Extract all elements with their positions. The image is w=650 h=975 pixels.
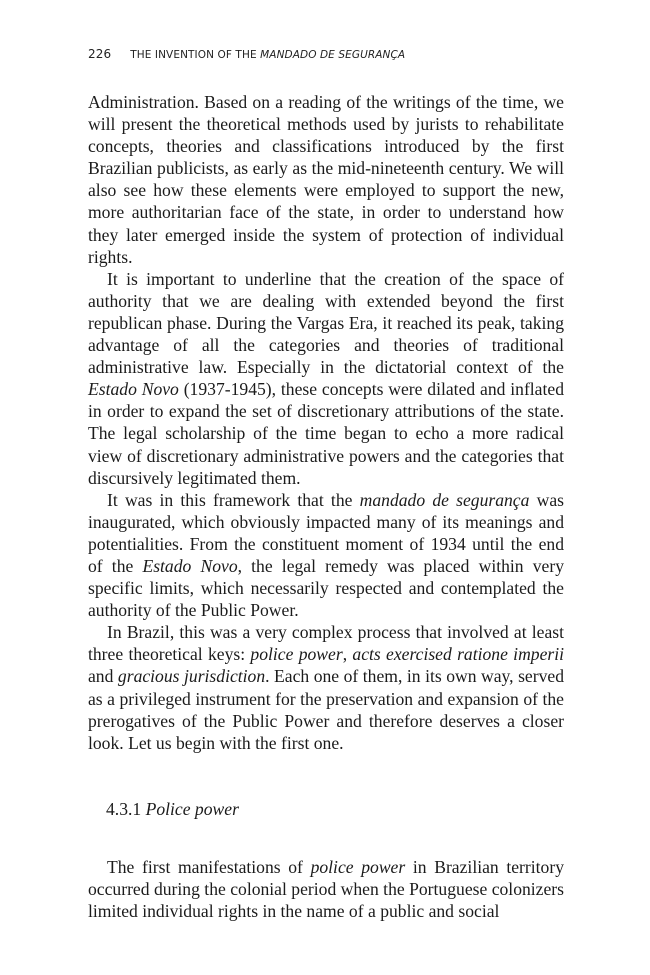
section-heading <box>106 798 564 820</box>
main-text <box>88 91 564 922</box>
section-title: Police power <box>145 798 239 819</box>
p2-text-a: It is important to underline that the creation of the space of authority that we are dealing with extended beyond the first republican phase. During the Vargas Era, it reached its peak, taking advantage of all the categories and theories of traditional administrative law. Especially in the dictatorial context of the <box>88 268 564 378</box>
p4-italic-ratione-imperii: acts exercised ratione imperii <box>352 644 565 665</box>
paragraph-2 <box>88 268 564 489</box>
p4-italic-police-power: police power <box>250 644 343 665</box>
p2-text-c: (1937-1945), these concepts were dilated and inflated in order to expand the set of discretionary attributions of the state. The legal scholarship of the time began to echo a more radical view of discretionary administrative powers and the categories that discursively legitimated them. <box>88 379 564 488</box>
page-number: 226 <box>88 47 112 61</box>
p3-text-a: It was in this framework that the <box>107 489 353 510</box>
paragraph-3 <box>88 489 564 622</box>
p4-italic-gracious-jurisdiction: gracious jurisdiction <box>117 666 266 687</box>
p3-text-e: , the legal remedy was placed within very specific limits, which necessarily respected and contemplated the authority of the Public Power. <box>88 555 564 621</box>
p4-text-e: and <box>88 666 114 687</box>
p3-text-c: was inaugurated, which obviously impacted many of its meanings and potentialities. From the constituent moment of 1934 until the end of the <box>88 489 564 576</box>
p5-text-a: The first manifestations of <box>107 856 303 877</box>
running-title-prefix: THE INVENTION OF THE <box>130 49 257 61</box>
p4-text-a: In Brazil, this was a very complex process that involved at least three theoretical keys: <box>88 622 564 665</box>
paragraph-1 <box>88 91 564 268</box>
p5-italic-police-power: police power <box>310 856 406 877</box>
p3-italic-mandado: mandado de segurança <box>359 489 530 510</box>
p1-text: Administration. Based on a reading of the writings of the time, we will present the theoretical methods used by jurists to rehabilitate concepts, theories and classifications introduced by the first Brazilian publicists, as early as the mid-nineteenth century. We will also see how these elements were employed to support the new, more authoritarian face of the state, in order to understand how they later emerged inside the system of protection of individual rights. <box>88 92 564 267</box>
p4-text-c: , <box>342 644 348 665</box>
p3-italic-estado-novo: Estado Novo <box>142 555 238 576</box>
paragraph-4 <box>88 621 564 754</box>
running-header <box>88 47 405 61</box>
paragraph-5 <box>88 856 564 922</box>
p4-text-g: . Each one of them, in its own way, served as a privileged instrument for the preservation and expansion of the prerogatives of the Public Power and therefore deserves a closer look. Let us begin with the first one. <box>88 666 564 753</box>
p2-italic-estado-novo: Estado Novo <box>88 379 179 400</box>
section-number: 4.3.1 <box>106 798 142 819</box>
p5-text-c: in Brazilian territory occurred during the colonial period when the Portuguese colonizers limited individual rights in the name of a public and social <box>88 856 564 921</box>
running-title-italic: MANDADO DE SEGURANÇA <box>260 49 406 61</box>
